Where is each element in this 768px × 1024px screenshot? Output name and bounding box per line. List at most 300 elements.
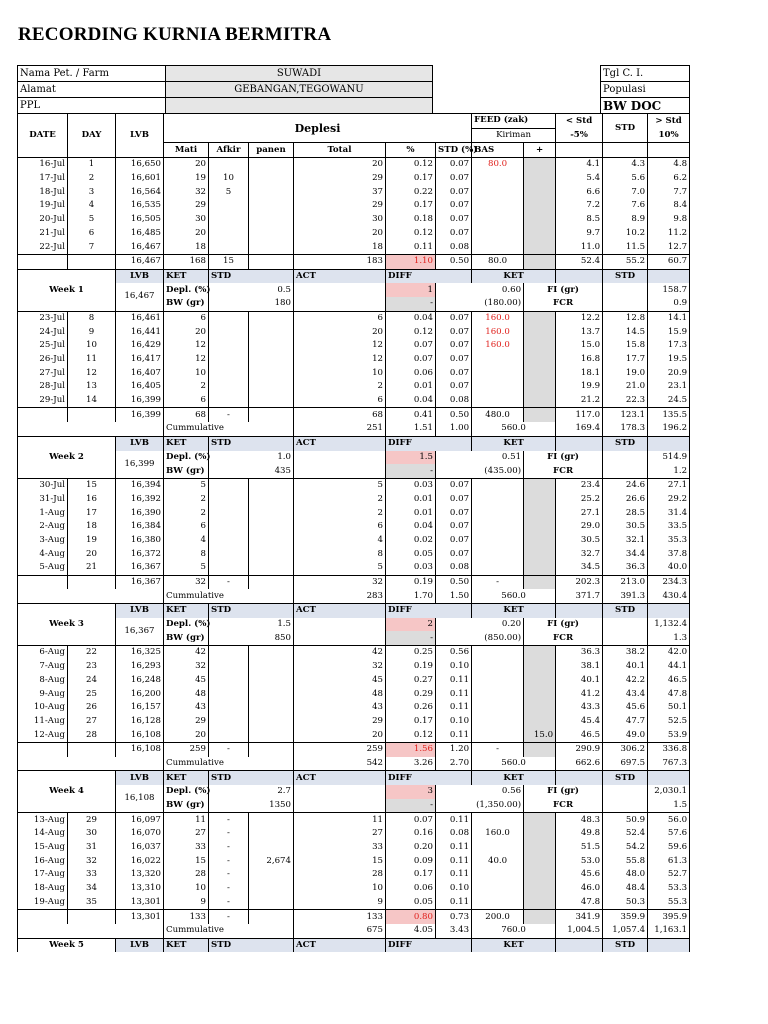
cell: 760.0 [472, 924, 556, 938]
table-row [18, 896, 690, 910]
cell: 0.11 [436, 854, 472, 868]
cell: 16,417 [116, 353, 164, 367]
cell: 0.07 [436, 493, 472, 507]
cell: KET [164, 938, 209, 952]
cell: 0.73 [436, 910, 472, 924]
cell: 0.07 [436, 172, 472, 186]
cell [472, 366, 524, 380]
cell: 18-Jul [18, 185, 68, 199]
cell: 23-Jul [18, 311, 68, 325]
cell: 38.1 [556, 660, 603, 674]
cell: 3.26 [386, 757, 436, 771]
cell: 259 [294, 742, 386, 756]
cell [249, 742, 294, 756]
cell: 0.20 [436, 618, 524, 632]
cell [249, 366, 294, 380]
cell: 0.02 [386, 534, 436, 548]
gt-blank [648, 143, 690, 158]
cell [18, 575, 68, 589]
cell [472, 561, 524, 575]
ppl-label: PPL [18, 98, 166, 114]
cell: 395.9 [648, 910, 690, 924]
cell: STD [209, 604, 294, 618]
cell: 180 [209, 297, 294, 311]
cell: (435.00) [436, 464, 524, 478]
cell [472, 701, 524, 715]
table-row [18, 660, 690, 674]
cell: 30.5 [556, 534, 603, 548]
cell: 0.05 [386, 547, 436, 561]
cell: 0.07 [436, 227, 472, 241]
cell [249, 868, 294, 882]
cell [524, 854, 556, 868]
cell [524, 646, 556, 660]
cell [249, 827, 294, 841]
cell: 16,108 [116, 742, 164, 756]
cell: 11 [294, 813, 386, 827]
cell [524, 325, 556, 339]
cell: 68 [164, 408, 209, 422]
cell: 371.7 [556, 589, 603, 603]
cell: 560.0 [472, 757, 556, 771]
cell: 0.07 [436, 520, 472, 534]
cell: 32.7 [556, 547, 603, 561]
cell: 27 [68, 715, 116, 729]
cell [472, 547, 524, 561]
cell: 12.7 [648, 240, 690, 254]
cell: 8.5 [556, 213, 603, 227]
cell: 8.4 [648, 199, 690, 213]
cell: 25 [68, 687, 116, 701]
cell [294, 618, 386, 632]
depl-row [18, 618, 690, 632]
cell: 21.0 [603, 380, 648, 394]
cell: 6.6 [556, 185, 603, 199]
cell: 20 [164, 325, 209, 339]
cell: 19.0 [603, 366, 648, 380]
cell: 0.07 [436, 339, 472, 353]
cell [249, 715, 294, 729]
cell: 0.51 [436, 451, 524, 465]
cell [209, 728, 249, 742]
cell: 20 [68, 547, 116, 561]
summary-header-row [18, 771, 690, 785]
cell [524, 185, 556, 199]
cell: 4 [68, 199, 116, 213]
cell: 17 [68, 506, 116, 520]
std-blank [603, 143, 648, 158]
cell: - [209, 575, 249, 589]
cell: 0.07 [436, 366, 472, 380]
cell: 37 [294, 185, 386, 199]
cell: STD [209, 771, 294, 785]
cell: - [472, 742, 524, 756]
cell: 542 [294, 757, 386, 771]
cell: 336.8 [648, 742, 690, 756]
cell: 6.2 [648, 172, 690, 186]
week-total-row [18, 575, 690, 589]
table-row [18, 311, 690, 325]
table-row [18, 213, 690, 227]
cell [648, 771, 690, 785]
cell: 14.5 [603, 325, 648, 339]
cell: 15.8 [603, 339, 648, 353]
cell: 25-Jul [18, 339, 68, 353]
cell: 51.5 [556, 841, 603, 855]
cell: 16,157 [116, 701, 164, 715]
cell: 32 [164, 185, 209, 199]
cell [209, 213, 249, 227]
cell: 15 [164, 854, 209, 868]
cell: DIFF [386, 771, 472, 785]
cell: 1.70 [386, 589, 436, 603]
cell [524, 660, 556, 674]
cell: 46.5 [648, 674, 690, 688]
gt-std-pct: 10% [648, 128, 690, 143]
cell [472, 728, 524, 742]
cell: 0.04 [386, 520, 436, 534]
cell: 341.9 [556, 910, 603, 924]
table-row [18, 715, 690, 729]
cell: 30 [164, 213, 209, 227]
cell: 18.1 [556, 366, 603, 380]
cell: 17-Aug [18, 868, 68, 882]
cell [472, 841, 524, 855]
depl-row [18, 283, 690, 297]
cell: 27-Jul [18, 366, 68, 380]
cell: 183 [294, 254, 386, 269]
alamat-label: Alamat [18, 82, 166, 98]
cell [209, 701, 249, 715]
cell [209, 520, 249, 534]
cell: 16,601 [116, 172, 164, 186]
cell [524, 213, 556, 227]
cell: 0.08 [436, 394, 472, 408]
cell: 0.11 [386, 240, 436, 254]
cell: STD [209, 436, 294, 450]
cell: 0.10 [436, 660, 472, 674]
cell: 16,037 [116, 841, 164, 855]
cell [472, 227, 524, 241]
cell: 48.0 [603, 868, 648, 882]
cell: 27 [164, 827, 209, 841]
cell [249, 254, 294, 269]
cell [556, 269, 603, 283]
cell: 27.1 [556, 506, 603, 520]
lvb-value: 16,108 [116, 785, 164, 813]
cell: 6 [164, 520, 209, 534]
cell [68, 254, 116, 269]
cell: 160.0 [472, 339, 524, 353]
cell: 0.11 [436, 674, 472, 688]
bw-doc-label: BW DOC [601, 98, 690, 114]
cell [249, 240, 294, 254]
cell [249, 311, 294, 325]
cell: 20 [294, 158, 386, 172]
cell: 18 [68, 520, 116, 534]
cell: STD [603, 771, 648, 785]
cell: 0.03 [386, 478, 436, 492]
cell: 47.7 [603, 715, 648, 729]
cell: - [209, 854, 249, 868]
cell: - [209, 896, 249, 910]
cell [472, 715, 524, 729]
cell [472, 185, 524, 199]
table-row [18, 506, 690, 520]
cell: 133 [164, 910, 209, 924]
cell: 31.4 [648, 506, 690, 520]
cell: 0.07 [386, 353, 436, 367]
cell [68, 408, 116, 422]
cell: STD [603, 938, 648, 952]
cell [209, 493, 249, 507]
cell: 42 [164, 646, 209, 660]
cell [249, 534, 294, 548]
cell: 55.3 [648, 896, 690, 910]
cell: 45.4 [556, 715, 603, 729]
cell [524, 311, 556, 325]
cell: 53.9 [648, 728, 690, 742]
cell [524, 254, 556, 269]
cell: ACT [294, 436, 386, 450]
week-label: Week 4 [18, 771, 116, 813]
cell: 359.9 [603, 910, 648, 924]
cell: 13,301 [116, 896, 164, 910]
cell: 6 [68, 227, 116, 241]
cell [249, 325, 294, 339]
week-label: Week 1 [18, 269, 116, 311]
summary-header-row [18, 436, 690, 450]
cell: 16,367 [116, 561, 164, 575]
cell [472, 520, 524, 534]
cell [556, 604, 603, 618]
cell: - [209, 408, 249, 422]
cell: 16,467 [116, 240, 164, 254]
cell: 0.07 [436, 478, 472, 492]
cell: 40.1 [556, 674, 603, 688]
cell: 2 [164, 506, 209, 520]
cell [294, 283, 386, 297]
cell: 18 [294, 240, 386, 254]
cell: KET [472, 269, 556, 283]
cell: 0.11 [436, 896, 472, 910]
cell [209, 646, 249, 660]
cell: 9 [294, 896, 386, 910]
cell: 0.41 [386, 408, 436, 422]
cell: 9.7 [556, 227, 603, 241]
cell: 16,293 [116, 660, 164, 674]
cell: 0.07 [436, 199, 472, 213]
cell: 20 [294, 728, 386, 742]
cell: 8-Aug [18, 674, 68, 688]
cell: 20 [294, 227, 386, 241]
cell: 16,394 [116, 478, 164, 492]
cell [472, 896, 524, 910]
cell [249, 408, 294, 422]
cell: - [209, 827, 249, 841]
cell: 16,108 [116, 728, 164, 742]
cell: 12 [294, 353, 386, 367]
cell: 0.18 [386, 213, 436, 227]
table-row [18, 227, 690, 241]
cell [603, 785, 648, 799]
cell [18, 422, 164, 436]
cell: 16,405 [116, 380, 164, 394]
cell: KET [164, 436, 209, 450]
table-row [18, 520, 690, 534]
cell: 9 [164, 896, 209, 910]
chick-in-info-table [600, 65, 690, 114]
lvb-value: 16,467 [116, 283, 164, 311]
cell [648, 269, 690, 283]
cell: 2 [294, 380, 386, 394]
cell [524, 813, 556, 827]
cell: KET [472, 771, 556, 785]
cell [472, 394, 524, 408]
std-header: STD [603, 114, 648, 143]
cell: - [472, 575, 524, 589]
cell [209, 674, 249, 688]
farm-name-label: Nama Pet. / Farm [18, 66, 166, 82]
cell [472, 172, 524, 186]
cell: STD [603, 269, 648, 283]
total-header: Total [294, 143, 386, 158]
cell [524, 339, 556, 353]
cell: 20 [164, 227, 209, 241]
cell [472, 660, 524, 674]
cell: LVB [116, 938, 164, 952]
cell: 8 [68, 311, 116, 325]
cell [603, 464, 648, 478]
cell: 7-Aug [18, 660, 68, 674]
cell [68, 742, 116, 756]
cell [472, 380, 524, 394]
cell: 43 [294, 701, 386, 715]
cell: 15.0 [556, 339, 603, 353]
table-row [18, 534, 690, 548]
cell [472, 674, 524, 688]
cell: 53.3 [648, 882, 690, 896]
cell: 283 [294, 589, 386, 603]
cell: 23 [68, 660, 116, 674]
depl-row [18, 785, 690, 799]
cell: 13,320 [116, 868, 164, 882]
cell [472, 813, 524, 827]
cell [18, 757, 164, 771]
cell: 16,485 [116, 227, 164, 241]
cell: 19-Jul [18, 199, 68, 213]
cell: 1.51 [386, 422, 436, 436]
cell [249, 353, 294, 367]
cell: 1,057.4 [603, 924, 648, 938]
table-row [18, 547, 690, 561]
cell: 31 [68, 841, 116, 855]
cell: - [209, 841, 249, 855]
cell [472, 868, 524, 882]
cell: 26-Jul [18, 353, 68, 367]
cell: 1.5 [648, 799, 690, 813]
cell: 22-Jul [18, 240, 68, 254]
lt-std-pct: -5% [556, 128, 603, 143]
cell: 16,248 [116, 674, 164, 688]
cell [524, 674, 556, 688]
cell: 514.9 [648, 451, 690, 465]
cell: 0.07 [436, 506, 472, 520]
cell: 24.5 [648, 394, 690, 408]
cell: 27.1 [648, 478, 690, 492]
cell: 10.2 [603, 227, 648, 241]
farm-info-table [17, 65, 433, 114]
cell: 0.20 [386, 841, 436, 855]
cell [294, 799, 386, 813]
tgl-ci-label: Tgl C. I. [601, 66, 690, 82]
cell: 135.5 [648, 408, 690, 422]
cell: 12 [164, 339, 209, 353]
cell: 50.9 [603, 813, 648, 827]
cell: 16,399 [116, 394, 164, 408]
cell: STD [209, 938, 294, 952]
cell: 767.3 [648, 757, 690, 771]
cell: 9-Aug [18, 687, 68, 701]
cell: 42.2 [603, 674, 648, 688]
cell [524, 240, 556, 254]
cell: 0.07 [436, 158, 472, 172]
cell: 435 [209, 464, 294, 478]
cell: 168 [164, 254, 209, 269]
cell: 15-Aug [18, 841, 68, 855]
cell: 0.07 [436, 213, 472, 227]
cell: 22.3 [603, 394, 648, 408]
cell: 55.2 [603, 254, 648, 269]
cell: 16,022 [116, 854, 164, 868]
cell: 6 [294, 394, 386, 408]
cell: LVB [116, 604, 164, 618]
cell: 56.0 [648, 813, 690, 827]
cell: 32 [294, 660, 386, 674]
cell [249, 660, 294, 674]
cell: 12.8 [603, 311, 648, 325]
cell: 19 [164, 172, 209, 186]
cell: 14-Aug [18, 827, 68, 841]
cell: 0.01 [386, 380, 436, 394]
table-row [18, 646, 690, 660]
cell: 1.0 [209, 451, 294, 465]
lvb-value: 16,399 [116, 451, 164, 479]
cell [524, 199, 556, 213]
cell: 16,367 [116, 575, 164, 589]
cell [249, 380, 294, 394]
cell: 202.3 [556, 575, 603, 589]
cell: ACT [294, 938, 386, 952]
cell [472, 687, 524, 701]
cell: 23.4 [556, 478, 603, 492]
cell [249, 646, 294, 660]
cell [209, 547, 249, 561]
cell: 0.60 [436, 283, 524, 297]
cell: 16,097 [116, 813, 164, 827]
table-row [18, 868, 690, 882]
cell: 29 [68, 813, 116, 827]
lvb-header: LVB [116, 114, 164, 158]
cell [249, 339, 294, 353]
cell: 213.0 [603, 575, 648, 589]
cell: 4.05 [386, 924, 436, 938]
cell [294, 631, 386, 645]
cell: 43.4 [603, 687, 648, 701]
cell: 0.11 [436, 868, 472, 882]
cell: 1.3 [648, 631, 690, 645]
cell [249, 701, 294, 715]
